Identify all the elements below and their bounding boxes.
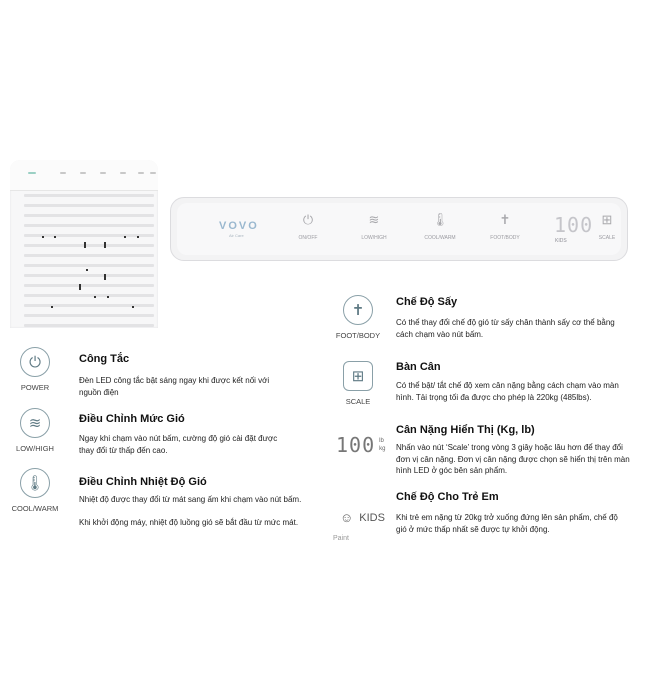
feature-text: Có thể bật/ tắt chế độ xem cân nặng bằng cách chạm vào màn hình. Tải trọng tối đa được cho phép là 220kg (485lbs).	[396, 381, 619, 402]
led-digits: 100	[554, 213, 594, 237]
feature-low-high: ≋ LOW/HIGH	[20, 408, 50, 438]
power-icon: ⏻	[302, 212, 314, 227]
feature-title: Cân Nặng Hiển Thị (Kg, lb)	[396, 424, 535, 436]
feature-title: Điều Chỉnh Mức Gió	[79, 413, 185, 425]
foot-body-button[interactable]: ✝ FOOT/BODY	[487, 213, 523, 241]
feature-power: ⏻ POWER	[20, 347, 50, 377]
scale-icon: ⊞	[601, 212, 613, 227]
wave-icon: ≋	[20, 408, 50, 438]
feature-foot-body: ✝ FOOT/BODY	[343, 295, 373, 325]
feature-scale: ⊞ SCALE	[343, 361, 373, 391]
low-high-button[interactable]: ≋ LOW/HIGH	[357, 213, 391, 241]
feature-weight-display	[336, 433, 385, 457]
device-control-strip	[10, 160, 158, 191]
control-panel	[170, 197, 628, 261]
feature-cool-warm: 🌡 COOL/WARM	[20, 468, 50, 498]
kids-label: KIDS	[359, 511, 385, 524]
thermometer-icon: 🌡	[20, 468, 50, 498]
on-off-button[interactable]: ⏻ ON/OFF	[293, 213, 323, 241]
kids-indicator: KIDS	[555, 238, 567, 244]
feature-text: Có thể thay đổi chế độ gió từ sấy chân thành sấy cơ thể bằng cách chạm vào nút bấm.	[396, 318, 615, 339]
feature-title: Công Tắc	[79, 353, 130, 365]
scale-icon: ⊞	[343, 361, 373, 391]
wave-icon: ≋	[368, 212, 380, 227]
feature-title: Chế Độ Sấy	[396, 296, 458, 308]
paint-watermark: Paint	[333, 535, 349, 542]
feature-text: Đèn LED công tắc bật sáng ngay khi được kết nối với nguồn điện	[79, 376, 270, 397]
feature-text: Nhấn vào nút ‘Scale’ trong vòng 3 giây hoặc lâu hơn để thay đổi đơn vị cân nặng. Đơn vị cân nặng được chọn sẽ hiển thị trên màn hình LED ở góc bên sản phẩm.	[396, 443, 630, 475]
kids-face-icon: ☺	[340, 510, 354, 525]
feature-text: Ngay khi chạm vào nút bấm, cường độ gió cài đặt được thay đổi từ thấp đến cao.	[79, 434, 278, 455]
feature-kids	[340, 510, 385, 525]
person-icon: ✝	[499, 212, 511, 227]
led-digits: 100	[336, 433, 376, 457]
brand-subtitle: Air Care	[229, 233, 244, 238]
unit-kg: kg	[379, 446, 386, 452]
feature-text: Khi trẻ em nặng từ 20kg trở xuống đứng lên sản phẩm, chế độ gió ở mức thấp nhất sẽ được tự khởi động.	[396, 513, 618, 534]
person-icon: ✝	[343, 295, 373, 325]
thermometer-icon: 🌡	[431, 212, 449, 227]
feature-text-2: Khi khởi động máy, nhiệt độ luồng gió sẽ bắt đầu từ mức mát.	[79, 518, 299, 527]
device-photo	[10, 160, 158, 328]
power-icon: ⏻	[20, 347, 50, 377]
unit-lb: lb	[379, 438, 384, 444]
device-vent-fins	[24, 194, 156, 328]
feature-title: Điều Chỉnh Nhiệt Độ Gió	[79, 476, 207, 488]
feature-text: Nhiệt độ được thay đổi từ mát sang ấm khi chạm vào nút bấm.	[79, 495, 302, 504]
cool-warm-button[interactable]: 🌡 COOL/WARM	[422, 213, 458, 241]
feature-title: Bàn Cân	[396, 361, 441, 373]
feature-title: Chế Độ Cho Trẻ Em	[396, 491, 499, 503]
brand-logo: VOVO	[219, 220, 259, 232]
scale-button[interactable]: ⊞ SCALE	[595, 213, 619, 241]
